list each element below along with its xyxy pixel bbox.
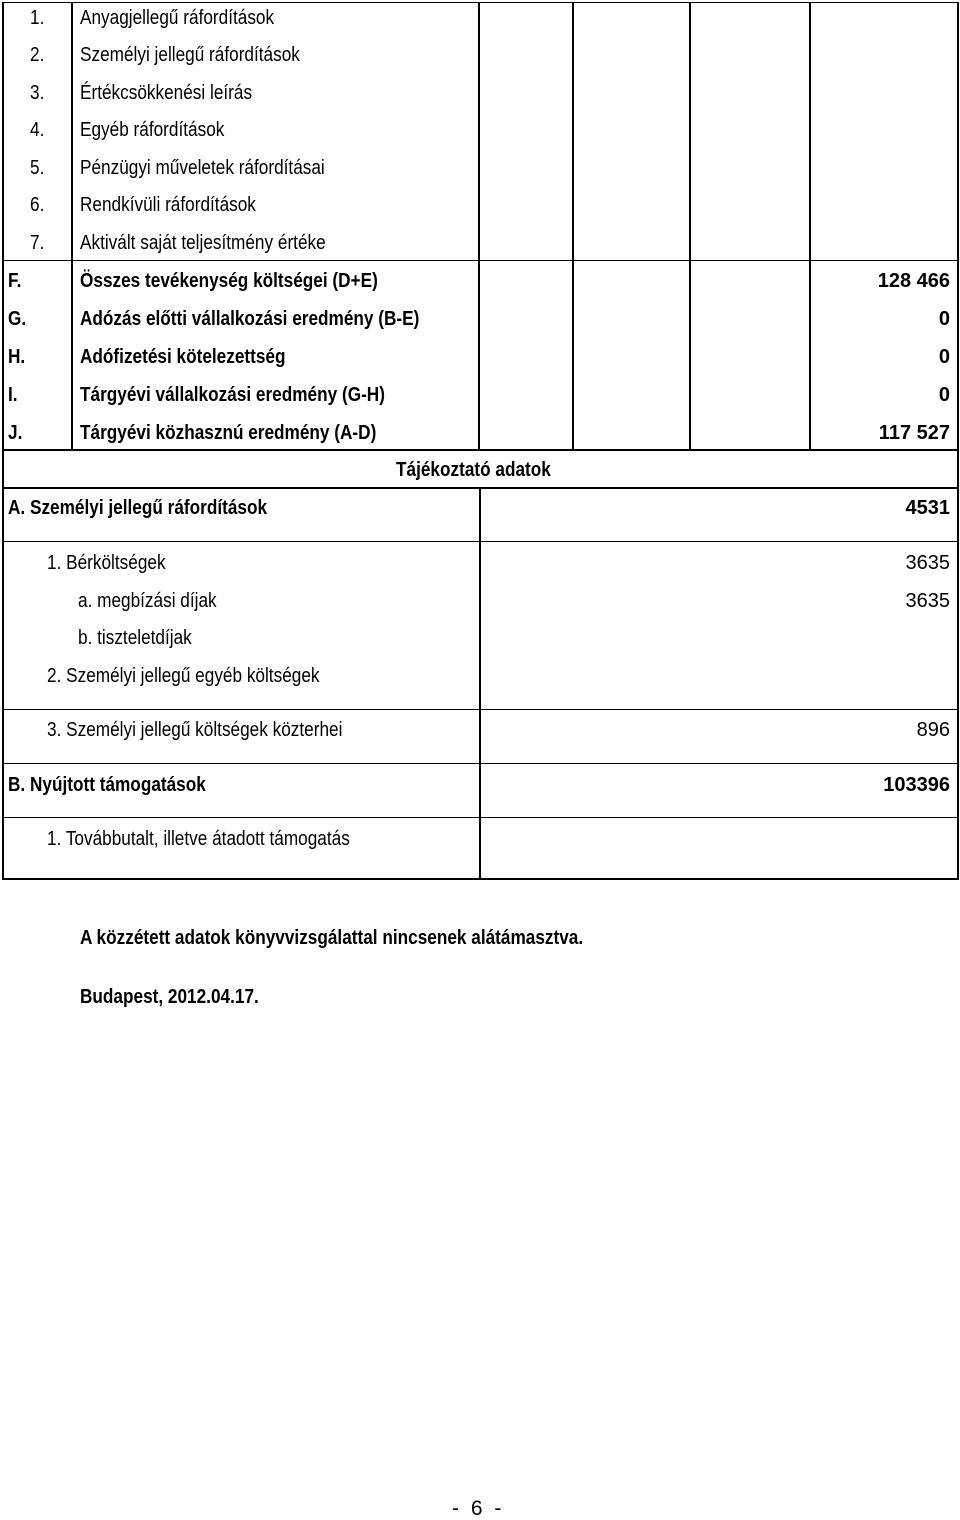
row-number: 2. (30, 44, 45, 66)
row-value: 128 466 (877, 270, 950, 292)
audit-note: A közzétett adatok könyvvizsgálattal nincsenek alátámasztva. (80, 927, 584, 949)
row-label: 1. Bérköltségek (47, 552, 166, 574)
row-label: Tárgyévi vállalkozási eredmény (G-H) (80, 384, 385, 406)
place-date: Budapest, 2012.04.17. (80, 986, 259, 1008)
row-number: I. (8, 384, 18, 406)
row-value: 3635 (905, 590, 950, 612)
row-label: Anyagjellegű ráfordítások (80, 7, 275, 29)
row-number: G. (8, 308, 27, 330)
row-number: F. (8, 270, 22, 292)
row-label: Pénzügyi műveletek ráfordításai (80, 157, 325, 179)
row-value: 896 (916, 719, 950, 741)
row-number: 3. (30, 82, 45, 104)
row-label: Tárgyévi közhasznú eredmény (A-D) (80, 422, 377, 444)
row-label: Aktivált saját teljesítmény értéke (80, 232, 326, 254)
row-label: 1. Továbbutalt, illetve átadott támogatás (47, 828, 350, 850)
row-label: b. tiszteletdíjak (78, 627, 192, 649)
row-label: Összes tevékenység költségei (D+E) (80, 270, 378, 292)
row-label: Értékcsökkenési leírás (80, 82, 253, 104)
row-value: 0 (938, 346, 950, 368)
row-label: A. Személyi jellegű ráfordítások (8, 497, 268, 519)
row-number: 6. (30, 194, 45, 216)
row-label: Adófizetési kötelezettség (80, 346, 286, 368)
row-label: Rendkívüli ráfordítások (80, 194, 256, 216)
row-number: 4. (30, 119, 45, 141)
row-number: 1. (30, 7, 45, 29)
row-number: 7. (30, 232, 45, 254)
row-number: J. (8, 422, 23, 444)
row-value: 4531 (905, 497, 950, 519)
section-heading: Tájékoztató adatok (396, 459, 551, 481)
row-number: 5. (30, 157, 45, 179)
row-label: Személyi jellegű ráfordítások (80, 44, 300, 66)
row-value: 3635 (905, 552, 950, 574)
page-number: - 6 - (452, 1497, 505, 1520)
row-label: 2. Személyi jellegű egyéb költségek (47, 665, 320, 687)
row-label: a. megbízási díjak (78, 590, 217, 612)
row-label: 3. Személyi jellegű költségek közterhei (47, 719, 343, 741)
row-value: 103396 (883, 774, 950, 796)
row-label: Adózás előtti vállalkozási eredmény (B-E) (80, 308, 420, 330)
row-label: B. Nyújtott támogatások (8, 774, 206, 796)
row-number: H. (8, 346, 26, 368)
row-value: 0 (938, 384, 950, 406)
row-value: 117 527 (878, 422, 950, 444)
row-label: Egyéb ráfordítások (80, 119, 225, 141)
row-value: 0 (938, 308, 950, 330)
